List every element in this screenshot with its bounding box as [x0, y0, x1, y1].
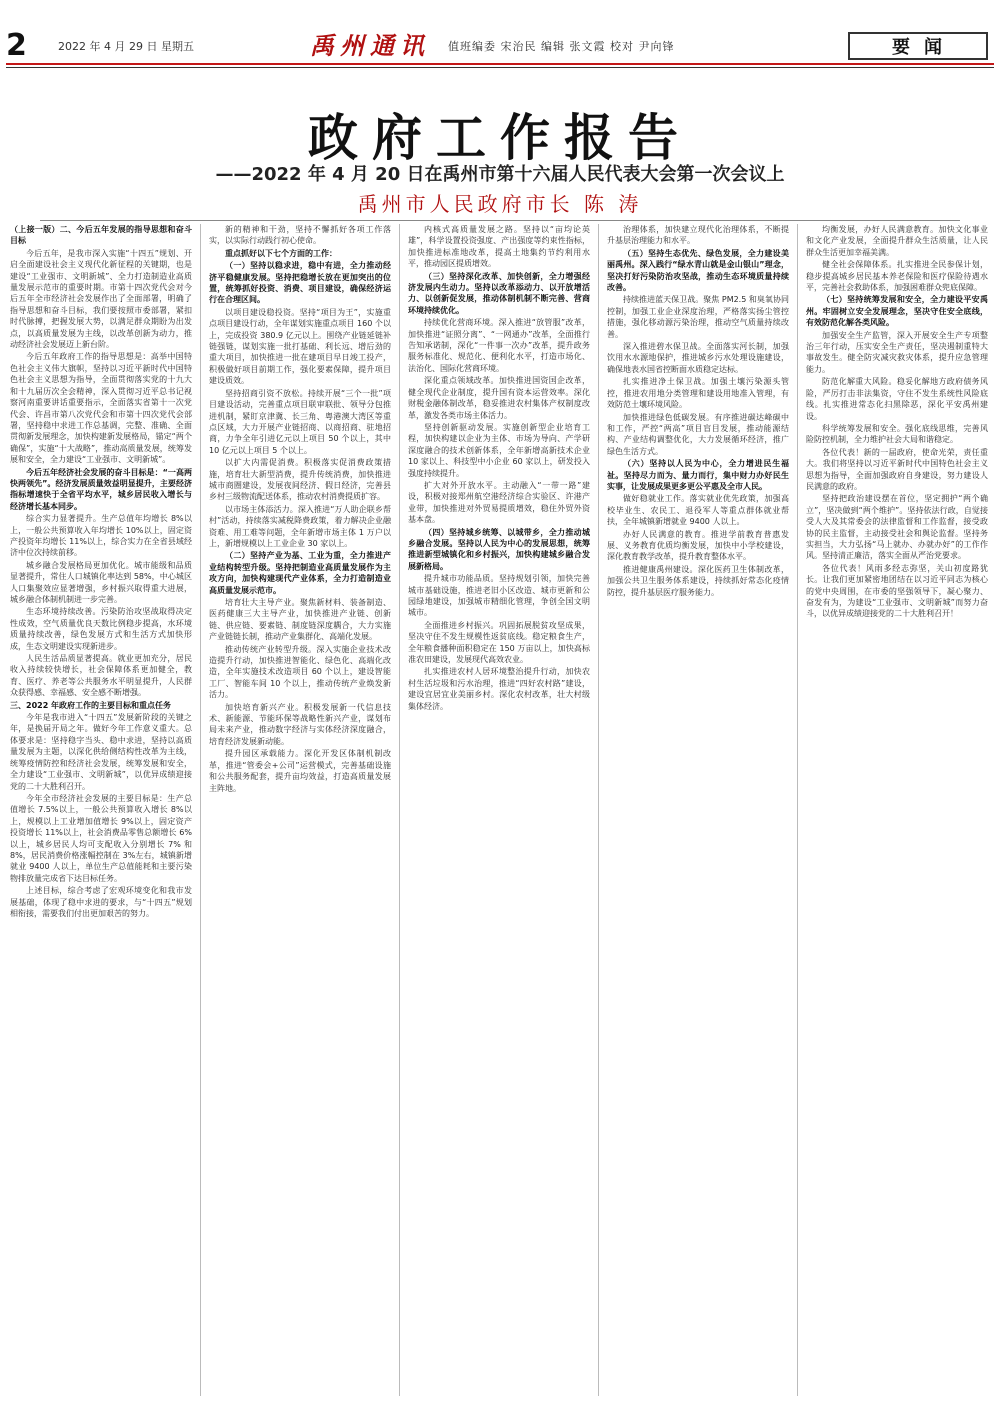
paragraph: 加快培育新兴产业。积极发展新一代信息技术、新能源、节能环保等战略性新兴产业，谋划布局未来产业，推动数字经济与实体经济深度融合，培育经济发展新动能。 [209, 702, 391, 746]
paragraph: 扎实推进净土保卫战。加强土壤污染源头管控，推进农用地分类管理和建设用地准入管理，有效防范土壤环境风险。 [607, 377, 789, 410]
page-number: 2 [6, 28, 27, 63]
header-rule [6, 63, 994, 65]
paragraph: 推进健康禹州建设。深化医药卫生体制改革，加强公共卫生服务体系建设，持续抓好常态化疫情防控，提升基层医疗服务能力。 [607, 564, 789, 597]
subsection-heading: （四）坚持城乡统筹、以城带乡，全力推动城乡融合发展。坚持以人民为中心的发展思想，统筹推进新型城镇化和乡村振兴，加快构建城乡融合发展新格局。 [408, 527, 590, 571]
section-heading: 三、2022 年政府工作的主要目标和重点任务 [10, 700, 172, 710]
header-rule-thin [6, 67, 994, 68]
subsection-heading: （一）坚持以稳求进，稳中有进，全力推动经济平稳健康发展。坚持把稳增长放在更加突出的位置，统筹抓好投资、消费、项目建设，确保经济运行在合理区间。 [209, 261, 391, 305]
paragraph: 以项目建设稳投资。坚持“项目为王”，实施重点项目建设行动，全年谋划实施重点项目 160 个以上，完成投资 380.9 亿元以上。围绕产业链延链补链强链，谋划实施一批打基础、利长远、增后劲的重大项目，加快推进一批在建项目早日竣工投产，积极做好项目前期工作，强化要素保障，提升项目建设质效。 [209, 307, 391, 386]
title-divider [40, 220, 960, 221]
paragraph: 坚持招商引资不放松。持续开展“三个一批”项目建设活动，完善重点项目联审联批、领导分包推进机制，紧盯京津冀、长三角、粤港澳大湾区等重点区域，大力开展产业链招商、以商招商、驻地招商，力争全年引进亿元以上项目 50 个以上，其中 10 亿元以上项目 5 个以上。 [209, 388, 391, 455]
subsection-heading: 重点抓好以下七个方面的工作： [225, 248, 337, 258]
paragraph: 今后五年政府工作的指导思想是：高举中国特色社会主义伟大旗帜，坚持以习近平新时代中国特色社会主义思想为指导，全面贯彻落实党的十九大和十九届历次全会精神，深入贯彻习近平总书记视察河南重要讲话重要指示，全面落实省第十一次党代会、许昌市第八次党代会和市第十四次党代会部署，坚持稳中求进工作总基调，完整、准确、全面贯彻新发展理念，加快构建新发展格局，锚定“两个确保”，实施“十大战略”，推动高质量发展，统筹发展和安全，全力建设“工业强市、文明新城”。 [10, 352, 192, 465]
paragraph: 科学统筹发展和安全。强化底线思维，完善风险防控机制，全力维护社会大局和谐稳定。 [806, 423, 988, 445]
subsection-heading: 今后五年经济社会发展的奋斗目标是：“一高两快两领先”。经济发展质量效益明显提升，主要经济指标增速快于全省平均水平，城乡居民收入增长与经济增长基本同步。 [10, 467, 192, 511]
paragraph: 今年全市经济社会发展的主要目标是：生产总值增长 7.5%以上，一般公共预算收入增长 8%以上，规模以上工业增加值增长 9%以上，固定资产投资增长 11%以上，社会消费品零售总额增长 6%以上，城乡居民人均可支配收入分别增长 7% 和 8%，居民消费价格涨幅控制在 3%左右，城镇新增就业 9400 人以上，单位生产总值能耗和主要污染物排放量完成省下达目标任务。 [10, 793, 192, 883]
column-divider [200, 224, 201, 1396]
masthead-logo [300, 26, 440, 60]
paragraph: 办好人民满意的教育。推进学前教育普惠发展、义务教育优质均衡发展，加快中小学校建设，深化教育教学改革，提升教育整体水平。 [607, 529, 789, 562]
paragraph: 今后五年，是我市深入实施“十四五”规划、开启全面建设社会主义现代化新征程的关键期，也是建设“工业强市、文明新城”、全力打造制造业高质量发展示范市的重要时期。市第十四次党代会对今后五年全市经济社会发展作出了全面部署，明确了指导思想和奋斗目标，我们要按照市委部署，紧扣时代脉搏，把握发展大势，以满足群众期盼为出发点，以高质量发展为主线，以改革创新为动力，推动经济社会发展迈上新台阶。 [10, 248, 192, 350]
paragraph: 以市场主体添活力。深入推进“万人助企联乡帮村”活动，持续落实减税降费政策，着力解决企业融资难、用工难等问题，全年新增市场主体 1 万户以上，新增规模以上工业企业 30 家以上。 [209, 504, 391, 548]
paragraph: 培育壮大主导产业。聚焦新材料、装备制造、医药健康三大主导产业，加快推进产业链、创新链、供应链、要素链、制度链深度耦合，大力实施产业链链长制，推动产业集群化、高端化发展。 [209, 598, 391, 642]
section-heading: （上接一版）二、今后五年发展的指导思想和奋斗目标 [10, 225, 192, 246]
paragraph: 扩大对外开放水平。主动融入“一带一路”建设，积极对接郑州航空港经济综合实验区、许港产业带，加快推进对外贸易提质增效，稳住外贸外资基本盘。 [408, 480, 590, 525]
paragraph: 综合实力显著提升。生产总值年均增长 8%以上，一般公共预算收入年均增长 10%以上，固定资产投资年均增长 11%以上，综合实力在全省县域经济中位次持续前移。 [10, 514, 192, 558]
article-body [10, 224, 990, 1396]
article-subtitle: ——2022 年 4 月 20 日在禹州市第十六届人民代表大会第一次会议上 [215, 164, 785, 185]
subsection-heading: （二）坚持产业为基、工业为重，全力推进产业结构转型升级。坚持把制造业高质量发展作为主攻方向，加快构建现代产业体系，全力打造制造业高质量发展示范市。 [209, 551, 391, 595]
paragraph: 加快推进绿色低碳发展。有序推进碳达峰碳中和工作，严控“两高”项目盲目发展，推动能源结构、产业结构调整优化，大力发展循环经济，推广绿色生活方式。 [607, 412, 789, 456]
paragraph: 深入推进碧水保卫战。全面落实河长制，加强饮用水水源地保护，推进城乡污水处理设施建设，确保地表水国省控断面水质稳定达标。 [607, 342, 789, 374]
subsection-heading: （三）坚持深化改革、加快创新，全力增强经济发展内生动力。坚持以改革添动力、以开放增活力、以创新促发展，推动体制机制不断完善、营商环境持续优化。 [408, 271, 590, 315]
article-author: 禹州市人民政府市长 陈 涛 [357, 192, 643, 216]
paragraph: 人民生活品质显著提高。就业更加充分，居民收入持续较快增长，社会保障体系更加健全，教育、医疗、养老等公共服务水平明显提升，人民群众获得感、幸福感、安全感不断增强。 [10, 654, 192, 698]
paragraph: 以扩大内需促消费。积极落实促消费政策措施，培育壮大新型消费，提升传统消费，加快推进城市商圈建设，发展夜间经济、假日经济，完善县乡村三级物流配送体系，推动农村消费提质扩容。 [209, 458, 391, 502]
column-divider [797, 224, 798, 1396]
section-label: 要闻 [848, 32, 988, 60]
paragraph: 今年是我市进入“十四五”发展新阶段的关键之年，是换届开局之年。做好今年工作意义重大。总体要求是：坚持稳字当头、稳中求进，坚持以高质量发展为主题，以深化供给侧结构性改革为主线，统筹疫情防控和经济社会发展，统筹发展和安全，全力建设“工业强市、文明新城”，以优异成绩迎接党的二十大胜利召开。 [10, 713, 192, 791]
paragraph: 均衡发展，办好人民满意教育。加快文化事业和文化产业发展，全面提升群众生活质量，让人民群众生活更加幸福美满。 [806, 225, 988, 257]
paragraph: 做好稳就业工作。落实就业优先政策，加强高校毕业生、农民工、退役军人等重点群体就业帮扶，全年城镇新增就业 9400 人以上。 [607, 494, 789, 527]
subsection-heading: （五）坚持生态优先、绿色发展，全力建设美丽禹州。深入践行“绿水青山就是金山银山”理念，坚决打好污染防治攻坚战，推动生态环境质量持续改善。 [607, 248, 789, 293]
issue-date: 2022 年 4 月 29 日 星期五 [58, 40, 194, 53]
subsection-heading: （六）坚持以人民为中心，全力增进民生福祉。坚持尽力而为、量力而行，集中财力办好民生实事，让发展成果更多更公平惠及全市人民。 [607, 459, 789, 491]
paragraph: 城乡融合发展格局更加优化。城市能级和品质显著提升，常住人口城镇化率达到 58%，中心城区人口集聚效应显著增强，乡村振兴取得重大进展，城乡融合体制机制进一步完善。 [10, 560, 192, 604]
paragraph: 提升园区承载能力。深化开发区体制机制改革，推进“管委会+公司”运营模式，完善基础设施和公共服务配套，提升亩均效益，打造高质量发展主阵地。 [209, 749, 391, 793]
editorial-credits: 值班编委 宋治民 编辑 张文霞 校对 尹向锋 [448, 40, 675, 53]
paragraph: 扎实推进农村人居环境整治提升行动，加快农村生活垃圾和污水治理，推进“四好农村路”建设，建设宜居宜业美丽乡村。深化农村改革，壮大村级集体经济。 [408, 667, 590, 711]
paragraph: 防范化解重大风险。稳妥化解地方政府债务风险，严厉打击非法集资，守住不发生系统性风险底线。扎实推进常态化扫黑除恶，深化平安禹州建设。 [806, 377, 988, 421]
paragraph: 各位代表！风雨多经志弥坚，关山初度路犹长。让我们更加紧密地团结在以习近平同志为核心的党中央周围，在市委的坚强领导下，凝心聚力、奋发有为，为建设“工业强市、文明新城”而努力奋斗，以优异成绩迎接党的二十大胜利召开！ [806, 563, 988, 619]
text-column [806, 224, 988, 1396]
paragraph: 新的精神和干劲，坚持不懈抓好各项工作落实，以实际行动践行初心使命。 [209, 225, 391, 246]
text-column [607, 224, 789, 1396]
paragraph: 治理体系，加快建立现代化治理体系，不断提升基层治理能力和水平。 [607, 225, 789, 246]
page-header [0, 0, 1000, 66]
paragraph: 坚持把政治建设摆在首位，坚定拥护“两个确立”，坚决做到“两个维护”。坚持依法行政，自觉接受人大及其常委会的法律监督和工作监督，接受政协的民主监督，主动接受社会和舆论监督。坚持务实担当，大力弘扬“马上就办、办就办好”的工作作风。坚持清正廉洁，落实全面从严治党要求。 [806, 494, 988, 561]
subsection-heading: （七）坚持统筹发展和安全，全力建设平安禹州。牢固树立安全发展理念，坚决守住安全底线，有效防范化解各类风险。 [806, 295, 988, 328]
paragraph: 坚持创新驱动发展。实施创新型企业培育工程，加快构建以企业为主体、市场为导向、产学研深度融合的技术创新体系，全年新增高新技术企业 10 家以上、科技型中小企业 60 家以上，研发投入强度持续提升。 [408, 422, 590, 478]
paragraph: 上述目标，综合考虑了宏观环境变化和我市发展基础，体现了稳中求进的要求，与“十四五”规划相衔接，需要我们付出更加艰苦的努力。 [10, 886, 192, 918]
paragraph: 各位代表！新的一届政府，使命光荣，责任重大。我们将坚持以习近平新时代中国特色社会主义思想为指导，全面加强政府自身建设，努力建设人民满意的政府。 [806, 447, 988, 491]
paragraph: 持续优化营商环境。深入推进“放管服”改革，加快推进“证照分离”、“一网通办”改革，全面推行告知承诺制，深化“一件事一次办”改革，提升政务服务标准化、规范化、便利化水平，打造市场化、法治化、国际化营商环境。 [408, 318, 590, 373]
column-divider [598, 224, 599, 1396]
masthead-text: 禹州通讯 [310, 31, 430, 60]
column-divider [399, 224, 400, 1396]
article-title: 政府工作报告 [308, 108, 692, 167]
text-column [209, 224, 391, 1396]
paragraph: 健全社会保障体系。扎实推进全民参保计划，稳步提高城乡居民基本养老保险和医疗保险待遇水平，完善社会救助体系，加强困难群众兜底保障。 [806, 260, 988, 293]
paragraph: 提升城市功能品质。坚持规划引领，加快完善城市基础设施，推进老旧小区改造、城市更新和公园绿地建设，加强城市精细化管理，争创全国文明城市。 [408, 574, 590, 618]
paragraph: 生态环境持续改善。污染防治攻坚战取得决定性成效，空气质量优良天数比例稳步提高，水环境质量持续改善，绿色发展方式和生活方式加快形成，生态文明建设实现新进步。 [10, 607, 192, 651]
paragraph: 加强安全生产监管，深入开展安全生产专项整治三年行动，压实安全生产责任，坚决遏制重特大事故发生。健全防灾减灾救灾体系，提升应急管理能力。 [806, 330, 988, 374]
paragraph: 全面推进乡村振兴。巩固拓展脱贫攻坚成果，坚决守住不发生规模性返贫底线。稳定粮食生产，全年粮食播种面积稳定在 150 万亩以上，加快高标准农田建设，发展现代高效农业。 [408, 620, 590, 665]
paragraph: 内核式高质量发展之路。坚持以“亩均论英雄”，科学设置投资强度、产出强度等约束性指标，加快推进标准地改革，提高土地集约节约利用水平，推动园区提质增效。 [408, 225, 590, 269]
text-column [10, 224, 192, 1396]
paragraph: 深化重点领域改革。加快推进国资国企改革，健全现代企业制度，提升国有资本运营效率。深化财税金融体制改革，稳妥推进农村集体产权制度改革，激发各类市场主体活力。 [408, 376, 590, 420]
paragraph: 持续推进蓝天保卫战。聚焦 PM2.5 和臭氧协同控制，加强工业企业深度治理，严格落实扬尘管控措施，强化移动源污染治理，推动空气质量持续改善。 [607, 295, 789, 339]
text-column [408, 224, 590, 1396]
paragraph: 推动传统产业转型升级。深入实施企业技术改造提升行动，加快推进智能化、绿色化、高端化改造，全年实施技术改造项目 60 个以上，建设智能工厂、智能车间 10 个以上，推动传统产业焕发新活力。 [209, 644, 391, 700]
